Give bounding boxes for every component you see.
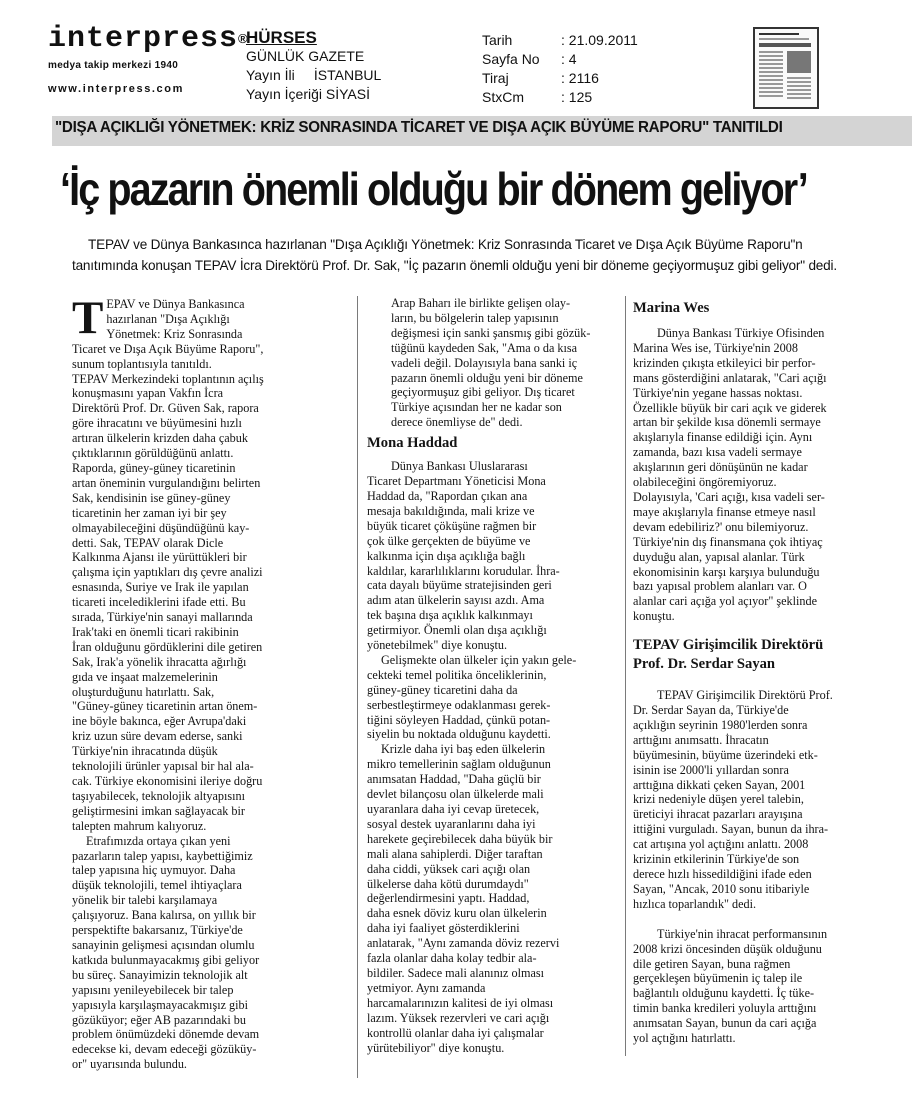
text-line: İran olduğunu gördüklerini dile getiren xyxy=(72,639,263,654)
text-line: teknolojili ürünler yapısal bir hal ala- xyxy=(72,759,254,774)
text-line: getirmiyor. Önemli olan dışa açıklığı xyxy=(367,623,547,638)
text-line: dile getiren Sayan, buna rağmen xyxy=(633,956,791,971)
text-line: yönetebilmek" diye konuştu. xyxy=(367,638,508,653)
text-line: duyduğu alan, yapısal alanlar. Türk xyxy=(633,549,805,564)
text-line: daha esnek döviz kuru olan ülkelerin xyxy=(367,906,547,921)
interpress-logo xyxy=(48,22,249,95)
text-line: edecekse ki, devam edeceği gözüküy- xyxy=(72,1042,257,1057)
text-line: bu süreç. Sanayimizin teknolojik alt xyxy=(72,967,248,982)
text-line: tüğünü kaydeden Sak, "Ama o da kısa xyxy=(391,340,578,355)
text-line: artıran ülkelerin krizden daha çabuk xyxy=(72,431,248,446)
text-line: güney-güney ticaretini daha da xyxy=(367,682,518,697)
text-line: akışlarıyla finanse edildiği için. Aynı xyxy=(633,430,813,445)
text-line: siyelin bu noktada olduğunu kaydetti. xyxy=(367,727,551,742)
text-line: kaldılar, kararlılıklarını korudular. İhra- xyxy=(367,563,560,578)
text-line: Marina Wes ise, Türkiye'nin 2008 xyxy=(633,340,798,355)
drop-cap: T xyxy=(72,292,104,344)
text-line: or" uyarısında bulundu. xyxy=(72,1057,187,1072)
article-column-3 xyxy=(633,299,897,1046)
logo-word-text: interpress xyxy=(48,22,239,56)
publication-city xyxy=(246,66,381,85)
text-line: çalışıyoruz. Bana kalırsa, on yıllık bir xyxy=(72,908,256,923)
text-line: arttığını anımsattı. İhracatın xyxy=(633,732,769,747)
text-line: Krizle daha iyi baş eden ülkelerin xyxy=(381,742,546,757)
text-line: daha iyi faaliyet gösterdiklerini xyxy=(367,921,520,936)
text-line: konuşmasını yapan Vakfın İcra xyxy=(72,386,224,401)
meta-key: Sayfa No xyxy=(482,51,540,67)
text-line: zamanda, bazı kısa vadeli sermaye xyxy=(633,445,802,460)
text-line: adım atan ülkelerin sayısı azdı. Ama xyxy=(367,593,545,608)
meta-row-circulation xyxy=(482,69,638,88)
column-3-paragraph xyxy=(633,688,897,912)
text-line: maye akışlarıyla finanse etmeye nasıl xyxy=(633,504,816,519)
text-line: pazarların talep yapısı, kaybettiğimiz xyxy=(72,848,253,863)
text-line: Dolayısıyla, 'Cari açığı, kısa vadeli ser- xyxy=(633,489,825,504)
text-line: ticaretinin her zaman iyi bir şey xyxy=(72,505,227,520)
text-line: çıktıklarının görüldüğünü anlattı. xyxy=(72,446,234,461)
subheading-serdar-sayan-name: Prof. Dr. Serdar Sayan xyxy=(633,656,776,673)
meta-row-page xyxy=(482,50,638,69)
subheading-serdar-sayan-title: TEPAV Girişimcilik Direktörü xyxy=(633,637,824,654)
text-line: harcamalarınızın kalitesi de iyi olması xyxy=(367,995,554,1010)
page-thumbnail xyxy=(753,27,819,109)
text-line: Türkiye'nin yegane hassas noktası. xyxy=(633,385,803,400)
text-line: çalışma için yaptıkları dış çevre analizi xyxy=(72,565,263,580)
text-line: oluşturduğunu hatırlattı. Sak, xyxy=(72,684,215,699)
text-line: göre ihracatını ve büyümesini hızlı xyxy=(72,416,242,431)
text-line: Direktörü Prof. Dr. Güven Sak, rapora xyxy=(72,401,259,416)
text-line: olabileceğini öngöremiyoruz. xyxy=(633,475,777,490)
publication-info xyxy=(246,28,381,104)
column-divider xyxy=(357,296,358,1078)
logo-url: www.interpress.com xyxy=(48,83,184,95)
column-2-paragraph xyxy=(367,459,617,1055)
text-line: harekete geçirebilecek daha büyük bir xyxy=(367,831,553,846)
text-line: devam edebiliriz?' onu bilemiyoruz. xyxy=(633,519,809,534)
text-line: bağlantılı olduğunu kaydetti. İç tüke- xyxy=(633,986,815,1001)
text-line: talep yapısına hiç uymuyor. Daha xyxy=(72,863,236,878)
text-line: Özellikle büyük bir cari açık ve giderek xyxy=(633,400,827,415)
meta-row-date xyxy=(482,31,638,50)
text-line: sosyal destek uyaranlarını daha iyi xyxy=(367,816,536,831)
text-line: katkıda bulunmayacakmış gibi geliyor xyxy=(72,952,260,967)
text-line: detti. Sak, TEPAV olarak Dicle xyxy=(72,535,224,550)
content-value: SİYASİ xyxy=(325,86,370,102)
meta-value: : 2116 xyxy=(561,70,599,86)
lead-line: TEPAV ve Dünya Bankasınca hazırlanan "Dışa Açıklığı Yönetmek: Kriz Sonrasında Ticaret ve Dışa Açık Büyüme Raporu"n xyxy=(88,237,803,252)
text-line: gözüküyor; eğer AB pazarındaki bu xyxy=(72,1012,246,1027)
text-line: cata dayalı büyüme stratejisinden geri xyxy=(367,578,552,593)
text-line: yapısını yenileyebilecek bir talep xyxy=(72,982,234,997)
text-line: vadeli değil. Dolayısıyla bana sanki iç xyxy=(391,355,578,370)
text-line: 2008 krizi öncesinden düşük olduğunu xyxy=(633,941,822,956)
text-line: Etrafımızda ortaya çıkan yeni xyxy=(86,833,231,848)
text-line: yol açtığını hatırlattı. xyxy=(633,1031,736,1046)
subheading-mona-haddad: Mona Haddad xyxy=(367,435,458,452)
text-line: düşük teknolojili, temel ihtiyaçlara xyxy=(72,878,242,893)
text-line: Kalkınma Ajansı ile yürüttükleri bir xyxy=(72,550,247,565)
text-line: Türkiye açısından her ne kadar son xyxy=(391,400,562,415)
text-line: geliştirmesini imkan sağlayacak bir xyxy=(72,803,245,818)
text-line: kriz uzun süre devam ederse, sanki xyxy=(72,729,243,744)
column-3-paragraph xyxy=(633,326,897,624)
text-line: Sayan, "Ancak, 2010 sonu itibariyle xyxy=(633,881,810,896)
meta-key: Tarih xyxy=(482,32,513,48)
text-line: büyümesinin, büyüme üzerindeki etk- xyxy=(633,747,818,762)
lead-line: tanıtımında konuşan TEPAV İcra Direktörü Prof. Dr. Sak, "İç pazarın önemli olduğu yeni bir döneme geçiyormuşuz gibi geliyor" dedi. xyxy=(72,258,837,273)
text-line: "Güney-güney ticaretinin artan önem- xyxy=(72,699,258,714)
text-line: cekteki temel politika önceliklerinin, xyxy=(367,667,547,682)
text-line: kontrollü olanlar daha iyi çalışmalar xyxy=(367,1025,544,1040)
text-line: Türkiye'nin ihracat performansının xyxy=(657,926,828,941)
text-line: yürütebiliyor" diye konuştu. xyxy=(367,1040,505,1055)
publication-type: GÜNLÜK GAZETE xyxy=(246,48,365,64)
text-line: Raporda, güney-güney ticaretinin xyxy=(72,460,236,475)
meta-row-stxcm xyxy=(482,88,638,107)
text-line: cak. Türkiye ekonomisini ileriye doğru xyxy=(72,774,263,788)
text-line: arttığına dikkati çeken Sayan, 2001 xyxy=(633,777,806,792)
text-line: hızlıca toparlandık" dedi. xyxy=(633,896,757,911)
text-line: Dünya Bankası Uluslararası xyxy=(391,459,528,474)
text-line: mesaja bakıldığında, mali krize ve xyxy=(367,503,535,518)
text-line: sanayinin gelişmesi açısından olumlu xyxy=(72,937,255,952)
text-line: derece hızlı hissedildiğini ifade eden xyxy=(633,867,812,881)
text-line: Ticaret ve Dışa Açık Büyüme Raporu", xyxy=(72,341,264,356)
text-line: lazım. Yüksek rezervleri ve cari açığı xyxy=(367,1010,550,1025)
text-line: alanlar cari açığa yol açıyor" şeklinde xyxy=(633,594,817,609)
text-line: akışlarının geri dönüşünün ne kadar xyxy=(633,460,808,475)
text-line: esnasında, Suriye ve Irak ile yapılan xyxy=(72,580,249,595)
text-line: artan öneminin vurgulandığını belirten xyxy=(72,475,261,490)
text-line: devlet bilançosu olan ülkelerde mali xyxy=(367,787,544,802)
text-line: Sak, Irak'a yönelik ihracatta ağırlığı xyxy=(72,654,247,669)
text-line: gerçekleşen büyümenin iç talep ile xyxy=(633,971,803,986)
text-line: timin banka kredileri yoluyla arttığını xyxy=(633,1001,817,1016)
text-line: Sak, kendisinin ise güney-güney xyxy=(72,490,231,505)
text-line: serbestleştirmeye odaklanması gerek- xyxy=(367,697,551,712)
text-line: anlatarak, "Aynı zamanda döviz rezervi xyxy=(367,936,560,951)
text-line: değişmesi için sanki şansmış gibi gözük- xyxy=(391,325,591,340)
text-line: ticareti incelediklerini ifade etti. Bu xyxy=(72,595,246,610)
meta-value: : 125 xyxy=(561,89,593,105)
text-line: konuştu. xyxy=(633,609,675,624)
text-line: fazla olanlar daha kolay tedbir ala- xyxy=(367,951,537,966)
text-line: krizinden çıkışta etkileyici bir perfor- xyxy=(633,355,816,370)
text-line: mali alana sahiplerdi. Diğer taraftan xyxy=(367,846,543,861)
text-line: Arap Baharı ile birlikte gelişen olay- xyxy=(391,296,571,310)
city-label: Yayın İli xyxy=(246,67,295,83)
text-line: yapısıyla karşılaşmayacakmışız gibi xyxy=(72,997,248,1012)
text-line: derece önemliyse de" dedi. xyxy=(391,415,523,430)
text-line: kalkınma için dışa açıklığa bağlı xyxy=(367,548,526,563)
text-line: ine böyle bakınca, eğer Avrupa'daki xyxy=(72,714,247,729)
publication-content xyxy=(246,85,381,104)
text-line: bildiler. Sadece mali alanınız olması xyxy=(367,965,545,980)
logo-wordmark xyxy=(48,22,249,56)
text-line: artan bir şekilde kısa dönemli sermaye xyxy=(633,415,821,430)
subheading-marina-wes: Marina Wes xyxy=(633,300,710,316)
column-3-paragraph xyxy=(633,927,897,1046)
text-line: bazı yapısal problem alanları var. O xyxy=(633,579,807,594)
column-divider xyxy=(625,296,626,1056)
text-line: olmayabileceğini düşündüğünü kay- xyxy=(72,520,250,535)
text-line: uyaranlara daha iyi cevap üretecek, xyxy=(367,802,540,816)
text-line: ların, bu bölgelerin talep yapısının xyxy=(391,310,559,325)
city-value: İSTANBUL xyxy=(313,67,382,83)
text-line: Gelişmekte olan ülkeler için yakın gele- xyxy=(381,652,577,667)
text-line: Irak'taki en önemli ticari rakibinin xyxy=(72,624,239,639)
meta-value: : 21.09.2011 xyxy=(561,32,638,48)
text-line: yönelik bir talebi karşılamaya xyxy=(72,893,218,908)
headline: ‘İç pazarın önemli olduğu bir dönem geliyor’ xyxy=(60,163,807,215)
text-line: sırada, Türkiye'nin sanayi mallarında xyxy=(72,610,253,625)
meta-key: StxCm xyxy=(482,89,524,105)
text-line: krizi nedeniyle düşen yerel talebin, xyxy=(633,792,804,807)
text-line: Haddad da, "Rapordan çıkan ana xyxy=(367,488,528,503)
text-line: geçiyormuşuz gibi geliyor. Dış ticaret xyxy=(391,385,575,400)
clipping-meta-table xyxy=(482,31,638,107)
text-line: ekonomisinin karşı karşıya bulunduğu xyxy=(633,564,820,579)
banner-text: "DIŞA AÇIKLIĞI YÖNETMEK: KRİZ SONRASINDA TİCARET VE DIŞA AÇIK BÜYÜME RAPORU" TANITILDI xyxy=(55,119,783,136)
text-line: mikro temellerinin sağlam olduğunun xyxy=(367,757,551,772)
text-line: Türkiye'nin ihracatında düşük xyxy=(72,744,218,759)
lead-paragraph xyxy=(72,234,888,276)
text-line: Ticaret Departmanı Yöneticisi Mona xyxy=(367,474,546,489)
meta-key: Tiraj xyxy=(482,70,509,86)
column-1-text xyxy=(72,292,348,1072)
content-label: Yayın İçeriği xyxy=(246,86,322,102)
text-line: gıda ve inşaat malzemelerinin xyxy=(72,669,218,684)
text-line: çok ülke gerçekten de büyüme ve xyxy=(367,533,531,548)
text-line: büyük ticaret çöküşüne rağmen bir xyxy=(367,518,537,533)
text-line: TEPAV Girişimcilik Direktörü Prof. xyxy=(657,688,833,703)
logo-tagline: medya takip merkezi 1940 xyxy=(48,60,179,71)
text-line: isinin ise 2000'li yıllardan sonra xyxy=(633,762,789,777)
text-line: EPAV ve Dünya Bankasınca xyxy=(106,297,245,311)
text-line: tiğini söyleyen Haddad, çünkü potan- xyxy=(367,712,551,727)
text-line: hazırlanan "Dışa Açıklığı xyxy=(106,311,230,326)
text-line: Dünya Bankası Türkiye Ofisinden xyxy=(657,326,825,340)
text-line: TEPAV Merkezindeki toplantının açılış xyxy=(72,371,264,386)
publication-name: HÜRSES xyxy=(246,28,317,47)
text-line: perspektifte bakarsanız, Türkiye'de xyxy=(72,923,243,938)
text-line: Türkiye'nin dış finansmana çok ihtiyaç xyxy=(633,534,823,549)
text-line: Dr. Serdar Sayan da, Türkiye'de xyxy=(633,703,789,718)
text-line: açıklığın seyrinin 1980'lerden sonra xyxy=(633,717,808,732)
text-line: cat artışına yol açtığını anlattı. 2008 xyxy=(633,837,809,852)
text-line: taşıyabilecek, teknolojik altyapısını xyxy=(72,788,245,803)
text-line: talepten mahrum kalıyoruz. xyxy=(72,818,207,833)
article-column-1 xyxy=(72,292,348,1072)
text-line: sunum toplantısıyla tanıtıldı. xyxy=(72,356,212,371)
text-line: anımsatan Haddad, "Daha güçlü bir xyxy=(367,772,541,787)
registered-mark: ® xyxy=(238,31,249,46)
text-line: Yönetmek: Kriz Sonrasında xyxy=(106,326,243,341)
text-line: ülkelerse daha kötü durumdaydı" xyxy=(367,876,529,891)
meta-value: : 4 xyxy=(561,51,577,67)
text-line: anımsatan Sayan, bunun da cari açığa xyxy=(633,1016,817,1031)
text-line: pazarın önemli olduğu yeni bir döneme xyxy=(391,370,583,385)
text-line: değerlendirmesini yaptı. Haddad, xyxy=(367,891,530,906)
article-column-2 xyxy=(367,296,617,1055)
text-line: ittiğini vurguladı. Sayan, bunun da ihra- xyxy=(633,822,829,837)
text-line: tek başına dışa açıklık kalkınmayı xyxy=(367,608,533,623)
text-line: daha ciddi, yüksek cari açığı olan xyxy=(367,861,531,876)
column-2-paragraph xyxy=(367,296,617,430)
text-line: krizinin etkilerinin Türkiye'de son xyxy=(633,852,800,867)
text-line: problem önümüzdeki dönemde devam xyxy=(72,1027,260,1042)
text-line: yetmiyor. Aynı zamanda xyxy=(367,980,486,995)
text-line: mans gösterdiğini anlatarak, "Cari açığı xyxy=(633,370,827,385)
text-line: üreticiyi ihracat pazarları arayışına xyxy=(633,807,803,822)
